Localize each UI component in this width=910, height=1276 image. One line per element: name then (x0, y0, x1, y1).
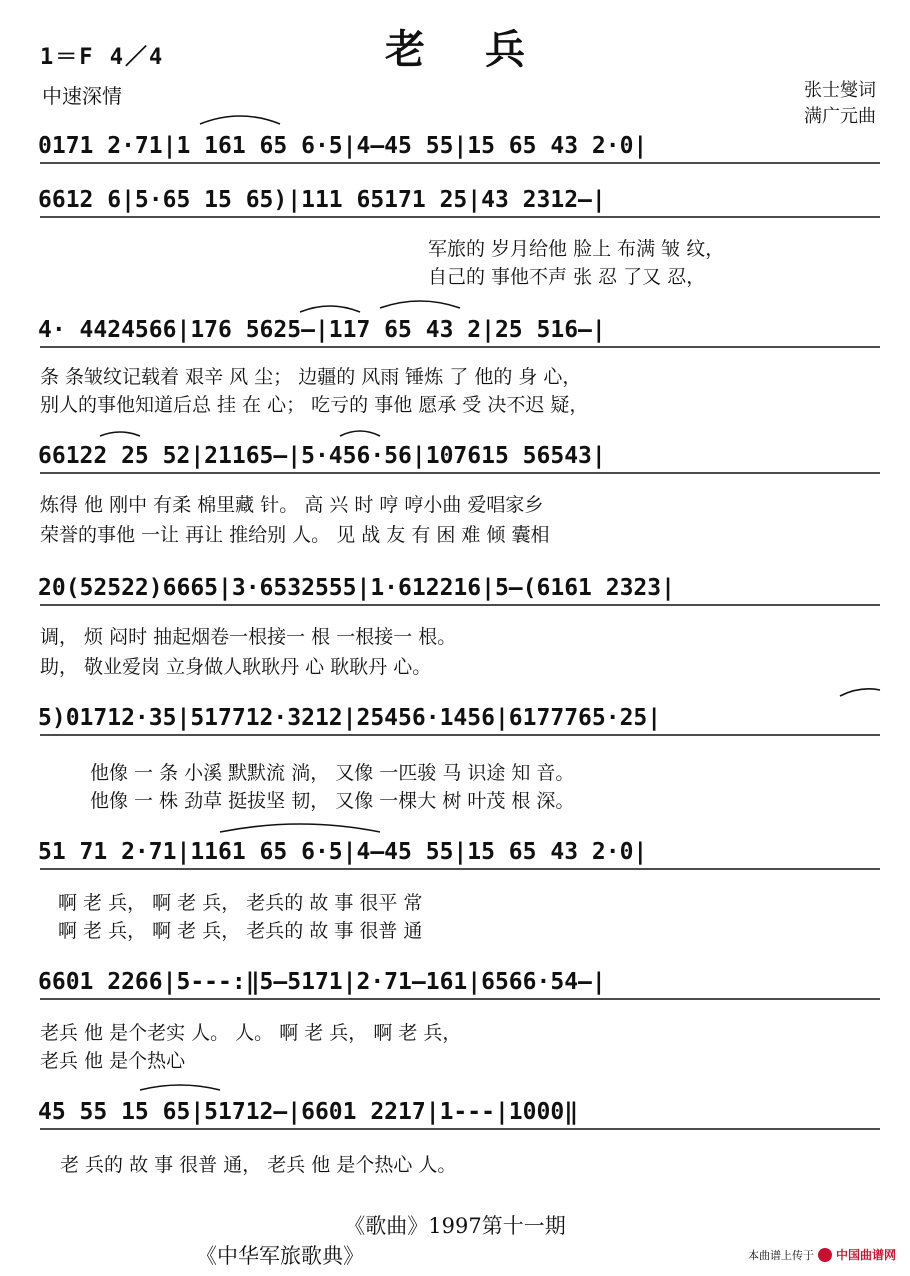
score-line-6: 5)01712·35|517712·3212|25456·1456|6177765·25| (38, 705, 662, 731)
upload-text: 本曲谱上传于 (747, 1248, 814, 1262)
lyric-line-6a: 他像 一 条 小溪 默默流 淌， 又像 一匹骏 马 识途 知 音。 (90, 762, 575, 784)
source-line-1: 《歌曲》1997第十一期 (344, 1214, 566, 1238)
lyric-line-9a: 老 兵的 故 事 很普 通， 老兵 他 是个热心 人。 (60, 1154, 457, 1176)
score-line-7: 51 71 2·71|1161 65 6·5|4—45 55|15 65 43 2·0| (38, 839, 648, 865)
lyric-line-7b: 啊 老 兵， 啊 老 兵， 老兵的 故 事 很普 通 (58, 920, 423, 942)
score-line-2: 6612 6|5·65 15 65)|111 65171 25|43 2312—| (38, 187, 606, 213)
site-name[interactable]: 中国曲谱网 (835, 1248, 896, 1262)
lyric-line-3b: 别人的事他知道后总 挂 在 心； 吃亏的 事他 愿承 受 决不迟 疑， (40, 394, 589, 416)
lyric-line-5b: 助， 敬业爱岗 立身做人耿耿丹 心 耿耿丹 心。 (40, 656, 432, 678)
lyric-line-8b: 老兵 他 是个热心 (40, 1050, 186, 1072)
key-signature: 1＝F 4／4 (40, 45, 165, 70)
score-line-5: 20(52522)6665|3·6532555|1·612216|5—(6161 2323| (38, 575, 675, 601)
source-line-2: 《中华军旅歌典》 (196, 1244, 364, 1268)
score-line-3: 4· 4424566|176 5625—|117 65 43 2|25 516—| (38, 317, 606, 343)
composer-credit: 满广元曲 (804, 106, 876, 127)
score-line-8: 6601 2266|5---:‖5—5171|2·71—161|6566·54—| (38, 969, 606, 995)
lyric-line-7a: 啊 老 兵， 啊 老 兵， 老兵的 故 事 很平 常 (58, 892, 423, 914)
lyric-line-6b: 他像 一 株 劲草 挺拔坚 韧， 又像 一棵大 树 叶茂 根 深。 (90, 790, 575, 812)
lyric-line-4b: 荣誉的事他 一让 再让 推给别 人。 见 战 友 有 困 难 倾 囊相 (40, 524, 550, 546)
lyric-line-3a: 条 条皱纹记载着 艰辛 风 尘； 边疆的 风雨 锤炼 了 他的 身 心， (40, 366, 582, 388)
lyric-line-2b: 自己的 事他不声 张 忍 了又 忍， (428, 266, 706, 288)
song-title: 老兵 (385, 26, 585, 73)
score-line-9: 45 55 15 65|51712—|6601 2217|1---|1000‖ (38, 1099, 579, 1125)
lyricist-credit: 张士燮词 (804, 80, 876, 101)
score-line-4: 66122 25 52|21165—|5·456·56|107615 56543| (38, 443, 606, 469)
lyric-line-5a: 调， 烦 闷时 抽起烟卷一根接一 根 一根接一 根。 (40, 626, 457, 648)
tempo-marking: 中速深情 (42, 84, 122, 108)
lyric-line-4a: 炼得 他 刚中 有柔 棉里藏 针。 高 兴 时 哼 哼小曲 爱唱家乡 (40, 494, 544, 516)
score-line-1: 0171 2·71|1 161 65 6·5|4—45 55|15 65 43 2·0| (38, 133, 648, 159)
lyric-line-8a: 老兵 他 是个老实 人。 人。 啊 老 兵， 啊 老 兵， (40, 1022, 462, 1044)
lyric-line-2a: 军旅的 岁月给他 脸上 布满 皱 纹， (428, 238, 725, 260)
